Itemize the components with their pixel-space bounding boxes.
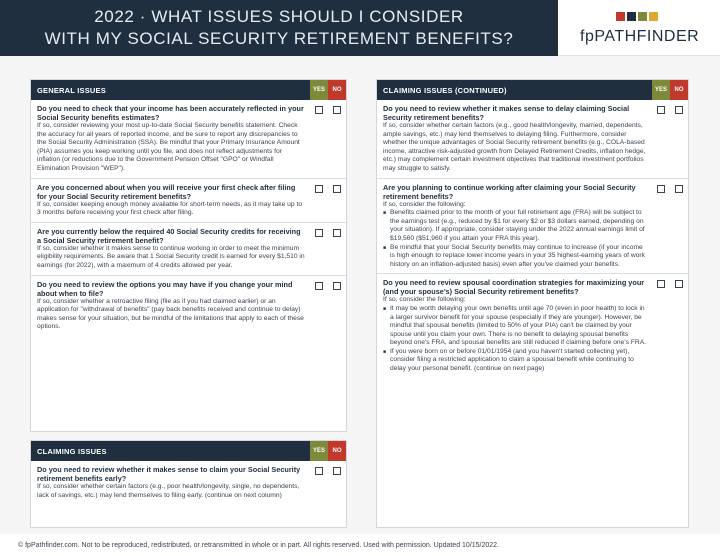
yes-column-label: YES xyxy=(310,80,328,100)
general-issues-title: GENERAL ISSUES xyxy=(37,85,106,95)
yes-column-label: YES xyxy=(310,441,328,461)
question-item xyxy=(31,276,346,336)
question-text: If so, consider whether certain factors (e.g., good health/longevity, married, dependents, ample savings, etc.) may lend themselves to delaying filing. Furthermore, consider whether the unique advantages of Social Security retirement benefits (e.g., COLA-based income, attractive risk-adjusted growth from Delayed Retirement Credits, inflation hedge, etc.) may complement certain investment objectives that traditional investment portfolios may struggle to satisfy. xyxy=(383,122,646,172)
no-checkbox[interactable] xyxy=(333,229,341,237)
question-text: If so, consider whether it makes sense to continue working in order to meet the minimum eligibility requirements. Be aware that 1 Social Security credit is earned for every $1,510 in earnings (for 2022), with a maximum of 4 credits allowed per year. xyxy=(37,244,305,269)
bullet-item: ■ If you were born on or before 01/01/1954 (and you haven't started collecting yet), consider filing a restricted application to claim a spousal benefit while continuing to delay your personal benefit. (continue on next page) xyxy=(383,348,648,374)
claiming-issues-header xyxy=(31,441,346,461)
yes-checkbox[interactable] xyxy=(315,282,323,290)
logo-square-red xyxy=(616,12,625,21)
claiming-continued-title: CLAIMING ISSUES (CONTINUED) xyxy=(383,85,507,95)
question-item xyxy=(31,223,346,276)
question-title: Do you need to review spousal coordination strategies for maximizing your (and your spouse's) Social Security retirement benefits? xyxy=(383,278,645,297)
question-title: Do you need to review whether it makes sense to claim your Social Security retirement benefits early? xyxy=(37,465,301,483)
bullet-item: ■ It may be worth delaying your own benefits until age 70 (even in poor health) to lock in a larger survivor benefit for your spouse (especially if they are younger). However, be mindful that spousal benefits (limited to 50% of your PIA) can't be claimed by your spouse until you claim your own. There is no benefit to delaying spousal benefits beyond one's FRA, and spousal benefits are still reduced if claiming before one's FRA. xyxy=(383,305,648,348)
question-text: If so, consider whether certain factors (e.g., poor health/longevity, single, no dependents, lack of savings, etc.) may lend themselves to filing early. (continue on next column) xyxy=(37,483,300,499)
no-checkbox[interactable] xyxy=(333,106,341,114)
question-item xyxy=(31,461,346,504)
header-title-line2: WITH MY SOCIAL SECURITY RETIREMENT BENEFITS? xyxy=(44,29,514,48)
yes-checkbox[interactable] xyxy=(315,467,323,475)
question-title: Are you planning to continue working after claiming your Social Security retirement benefits? xyxy=(383,182,636,201)
question-intro: If so, consider the following: xyxy=(383,200,466,208)
bullet-list xyxy=(383,209,648,269)
question-title: Do you need to review whether it makes sense to delay claiming Social Security retirement benefits? xyxy=(383,104,630,122)
question-text: If so, consider reviewing your most up-to-date Social Security benefits statement. Check the accuracy for all years of reported income, and be sure to report any discrepancies to the Social Security Administration (SSA). Be mindful that your Primary Insurance Amount (PIA) assumes you keep working until you file, and does not reflect adjustments for inflation (or reductions due to the Government Pension Offset "GPO" or Windfall Elimination Provision "WEP"). xyxy=(37,122,300,172)
question-item xyxy=(31,100,346,179)
bullet-item: ■ Be mindful that your Social Security benefits may continue to increase (if your income is high enough to replace lower income years in your 35 highest-earning years of work history on an inflation-adjusted basis) even after you've claimed your benefits. xyxy=(383,244,648,270)
no-column-label: NO xyxy=(670,80,688,100)
question-item xyxy=(377,274,688,377)
claiming-continued-panel xyxy=(376,79,689,528)
question-title: Are you concerned about when you will receive your first check after filing for your Social Security retirement benefits? xyxy=(37,182,296,201)
page-header xyxy=(0,0,720,56)
bullet-item: ■ Benefits claimed prior to the month of your full retirement age (FRA) will be subject to the earnings test (e.g., reduced by $1 for every $2 or $3 dollars earned, depending on your situation). If appropriate, consider staying under the 2022 annual earnings limit of $19,560 ($51,960 if you attain your FRA this year). xyxy=(383,209,648,243)
no-column-label: NO xyxy=(328,441,346,461)
logo-square-navy xyxy=(627,12,636,21)
brand-name: fpPATHFINDER xyxy=(580,28,700,45)
logo-square-gold xyxy=(649,12,658,21)
bullet-list xyxy=(383,305,648,374)
header-title-block xyxy=(0,0,558,56)
no-checkbox[interactable] xyxy=(675,106,683,114)
no-checkbox[interactable] xyxy=(333,467,341,475)
claiming-continued-header xyxy=(377,80,688,100)
question-title: Do you need to check that your income has been accurately reflected in your Social Security benefits estimates? xyxy=(37,104,304,122)
yes-checkbox[interactable] xyxy=(657,280,665,288)
question-text: If so, consider keeping enough money available for short-term needs, as it may take up to 3 months before receiving your first check after filing. xyxy=(37,200,303,217)
question-text: If so, consider whether a retroactive filing (file as if you had claimed earlier) or an application for "withdrawal of benefits" (pay back benefits received and continue to delay) makes sense for your situation, but be mindful of the limitations that apply to each of these options. xyxy=(37,297,304,331)
yes-checkbox[interactable] xyxy=(657,185,665,193)
yes-checkbox[interactable] xyxy=(315,185,323,193)
copyright-footer: © fpPathfinder.com. Not to be reproduced, redistributed, or retransmitted in whole or in part. All rights reserved. Used with permission. Updated 10/15/2022. xyxy=(0,534,720,556)
no-checkbox[interactable] xyxy=(675,280,683,288)
no-column-label: NO xyxy=(328,80,346,100)
question-intro: If so, consider the following: xyxy=(383,296,466,304)
brand-logo-squares xyxy=(616,12,658,21)
logo-square-olive xyxy=(638,12,647,21)
question-item xyxy=(377,100,688,179)
header-title-line1: 2022 · WHAT ISSUES SHOULD I CONSIDER xyxy=(94,7,464,26)
general-issues-panel xyxy=(30,79,347,432)
yes-checkbox[interactable] xyxy=(315,106,323,114)
question-item xyxy=(31,179,346,223)
question-item xyxy=(377,179,688,275)
claiming-issues-panel xyxy=(30,440,347,528)
yes-column-label: YES xyxy=(652,80,670,100)
no-checkbox[interactable] xyxy=(675,185,683,193)
question-title: Are you currently below the required 40 Social Security credits for receiving a Social Security retirement benefit? xyxy=(37,226,301,245)
claiming-issues-title: CLAIMING ISSUES xyxy=(37,446,107,456)
general-issues-header xyxy=(31,80,346,100)
no-checkbox[interactable] xyxy=(333,185,341,193)
no-checkbox[interactable] xyxy=(333,282,341,290)
brand-block xyxy=(558,0,720,56)
yes-checkbox[interactable] xyxy=(315,229,323,237)
question-title: Do you need to review the options you may have if you change your mind about when to file? xyxy=(37,279,293,298)
yes-checkbox[interactable] xyxy=(657,106,665,114)
